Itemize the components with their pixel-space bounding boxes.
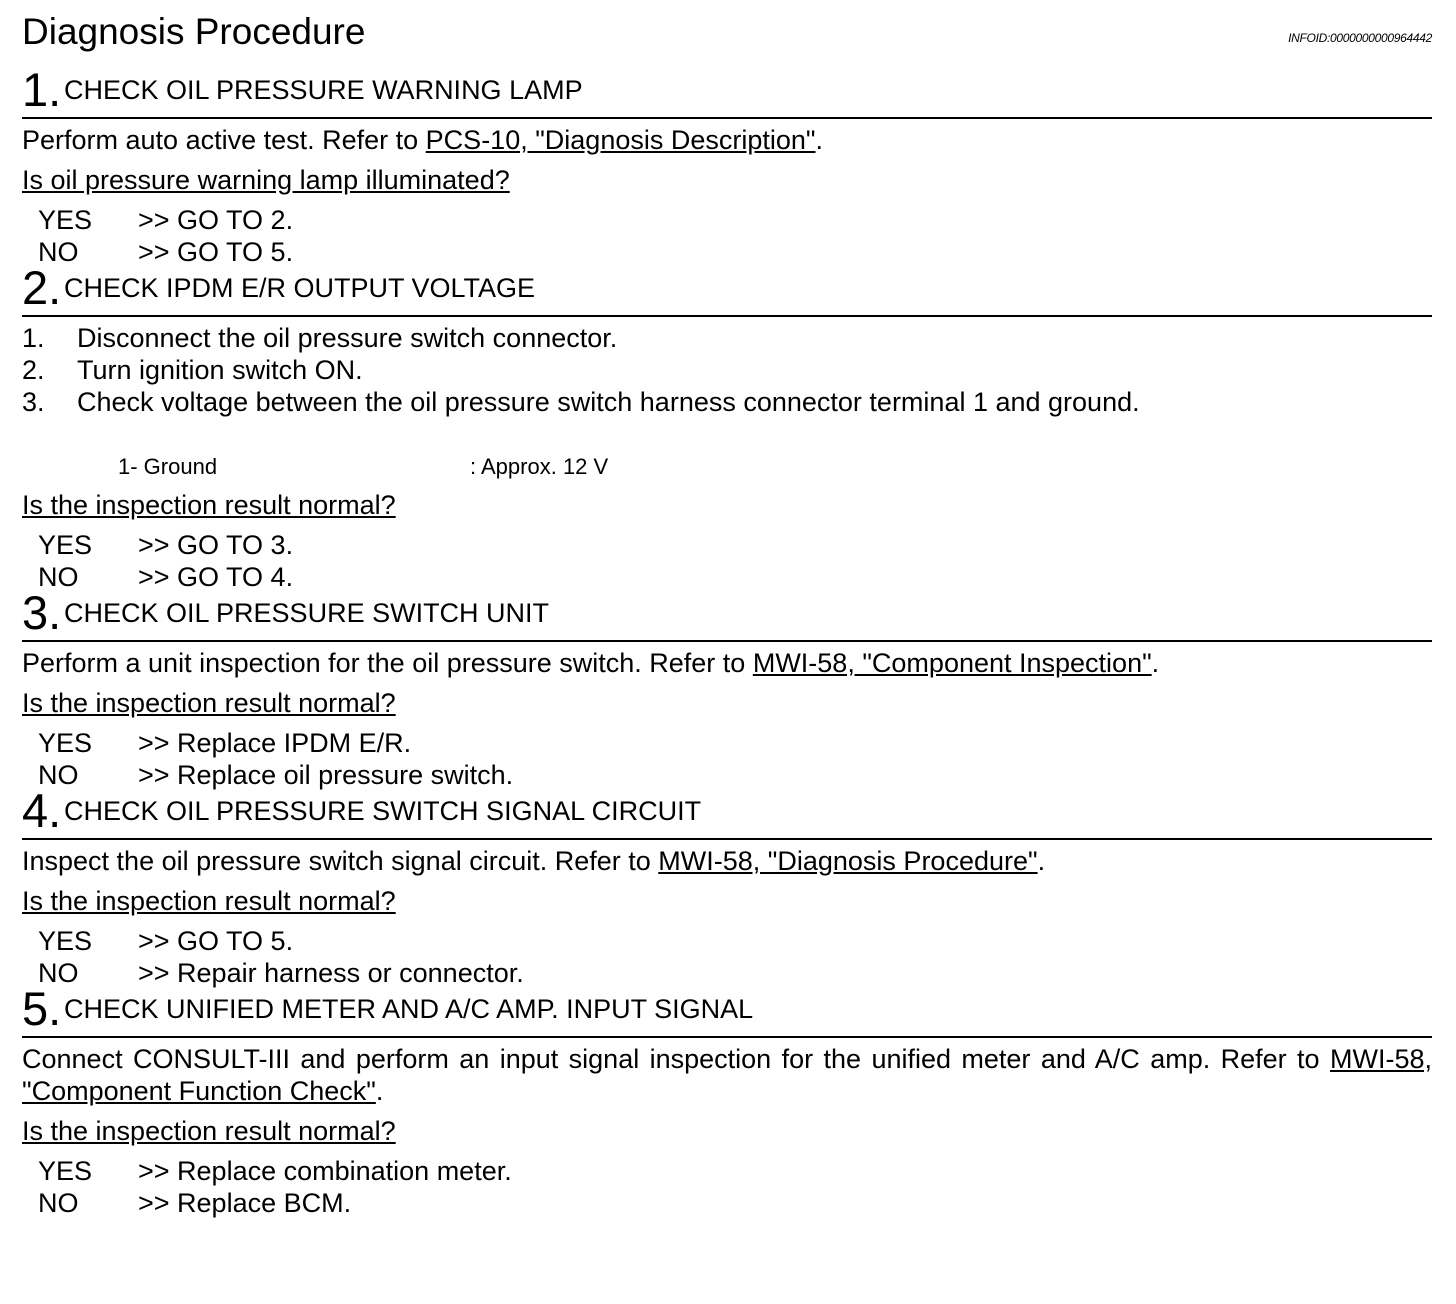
step-title: CHECK OIL PRESSURE SWITCH UNIT (64, 598, 550, 628)
reference-link[interactable]: MWI-58, "Component Function Check" (22, 1044, 1432, 1106)
instruction-end: . (815, 125, 824, 155)
item-text: Turn ignition switch ON. (77, 355, 363, 385)
answer-key: NO (38, 237, 79, 267)
answer-key: NO (38, 562, 79, 592)
step-question: Is the inspection result normal? (22, 886, 396, 916)
numbered-instructions (22, 322, 1432, 418)
answer-yes (22, 204, 1432, 236)
answer-key: NO (38, 1188, 79, 1218)
answer-yes (22, 529, 1432, 561)
answer-key: YES (38, 728, 93, 758)
answer-key: YES (38, 926, 93, 956)
step-5-heading (22, 982, 1432, 1038)
spec-label: 1- Ground (118, 454, 218, 479)
step-title: CHECK OIL PRESSURE SWITCH SIGNAL CIRCUIT (64, 796, 702, 826)
item-number: 1. (22, 323, 45, 353)
answer-yes (22, 925, 1432, 957)
item-number: 3. (22, 387, 45, 417)
answer-list (22, 925, 1432, 989)
reference-link[interactable]: MWI-58, "Component Inspection" (752, 648, 1152, 678)
answer-action: >> Replace oil pressure switch. (138, 760, 514, 790)
answer-action: >> GO TO 2. (138, 205, 294, 235)
answer-key: YES (38, 205, 93, 235)
step-number: 4. (22, 784, 62, 837)
reference-link[interactable]: MWI-58, "Diagnosis Procedure" (658, 846, 1038, 876)
voltage-spec (22, 453, 1432, 481)
answer-action: >> Repair harness or connector. (138, 958, 524, 988)
answer-list (22, 727, 1432, 791)
step-3-heading (22, 586, 1432, 642)
item-text: Disconnect the oil pressure switch connector. (77, 323, 618, 353)
instruction-text: Perform a unit inspection for the oil pressure switch. Refer to (22, 648, 753, 678)
step-2-heading (22, 261, 1432, 317)
numbered-item (22, 386, 1432, 418)
answer-list (22, 204, 1432, 268)
spec-value: : Approx. 12 V (470, 454, 609, 479)
step-number: 2. (22, 261, 62, 314)
step-question: Is oil pressure warning lamp illuminated? (22, 165, 510, 195)
reference-link[interactable]: PCS-10, "Diagnosis Description" (425, 125, 816, 155)
answer-yes (22, 727, 1432, 759)
step-instruction (22, 1043, 1432, 1107)
page-title: Diagnosis Procedure (22, 11, 366, 52)
answer-list (22, 529, 1432, 593)
step-2 (22, 261, 1432, 593)
step-number: 1. (22, 63, 62, 116)
answer-key: YES (38, 1156, 93, 1186)
answer-no (22, 1187, 1432, 1219)
item-text: Check voltage between the oil pressure switch harness connector terminal 1 and ground. (77, 387, 1140, 417)
page-header (22, 0, 1432, 62)
step-question: Is the inspection result normal? (22, 1116, 396, 1146)
step-number: 3. (22, 586, 62, 639)
answer-action: >> GO TO 5. (138, 926, 294, 956)
answer-no (22, 561, 1432, 593)
answer-key: YES (38, 530, 93, 560)
answer-yes (22, 1155, 1432, 1187)
answer-action: >> GO TO 4. (138, 562, 294, 592)
instruction-text: Inspect the oil pressure switch signal circuit. Refer to (22, 846, 659, 876)
step-1-heading (22, 62, 1432, 119)
step-question: Is the inspection result normal? (22, 490, 396, 520)
answer-no (22, 957, 1432, 989)
step-instruction (22, 647, 1432, 679)
step-instruction (22, 845, 1432, 877)
numbered-item (22, 322, 1432, 354)
answer-action: >> Replace combination meter. (138, 1156, 512, 1186)
answer-no (22, 236, 1432, 268)
step-number: 5. (22, 982, 62, 1035)
answer-action: >> GO TO 3. (138, 530, 294, 560)
answer-no (22, 759, 1432, 791)
answer-key: NO (38, 958, 79, 988)
instruction-text: Connect CONSULT-III and perform an input signal inspection for the unified meter and A/C amp. Refer to (22, 1044, 1330, 1074)
numbered-item (22, 354, 1432, 386)
step-instruction (22, 124, 1432, 156)
answer-action: >> GO TO 5. (138, 237, 294, 267)
answer-key: NO (38, 760, 79, 790)
step-title: CHECK IPDM E/R OUTPUT VOLTAGE (64, 273, 536, 303)
instruction-end: . (375, 1076, 384, 1106)
document-page (22, 0, 1432, 1219)
instruction-end: . (1151, 648, 1160, 678)
step-title: CHECK UNIFIED METER AND A/C AMP. INPUT SIGNAL (64, 994, 754, 1024)
step-4-heading (22, 784, 1432, 840)
info-id: INFOID:0000000000964442 (1288, 31, 1432, 45)
step-title: CHECK OIL PRESSURE WARNING LAMP (64, 75, 583, 105)
instruction-text: Perform auto active test. Refer to (22, 125, 426, 155)
step-5 (22, 982, 1432, 1219)
instruction-end: . (1037, 846, 1046, 876)
answer-action: >> Replace BCM. (138, 1188, 352, 1218)
step-4 (22, 784, 1432, 989)
answer-list (22, 1155, 1432, 1219)
answer-action: >> Replace IPDM E/R. (138, 728, 412, 758)
step-3 (22, 586, 1432, 791)
step-1 (22, 62, 1432, 268)
item-number: 2. (22, 355, 45, 385)
step-question: Is the inspection result normal? (22, 688, 396, 718)
